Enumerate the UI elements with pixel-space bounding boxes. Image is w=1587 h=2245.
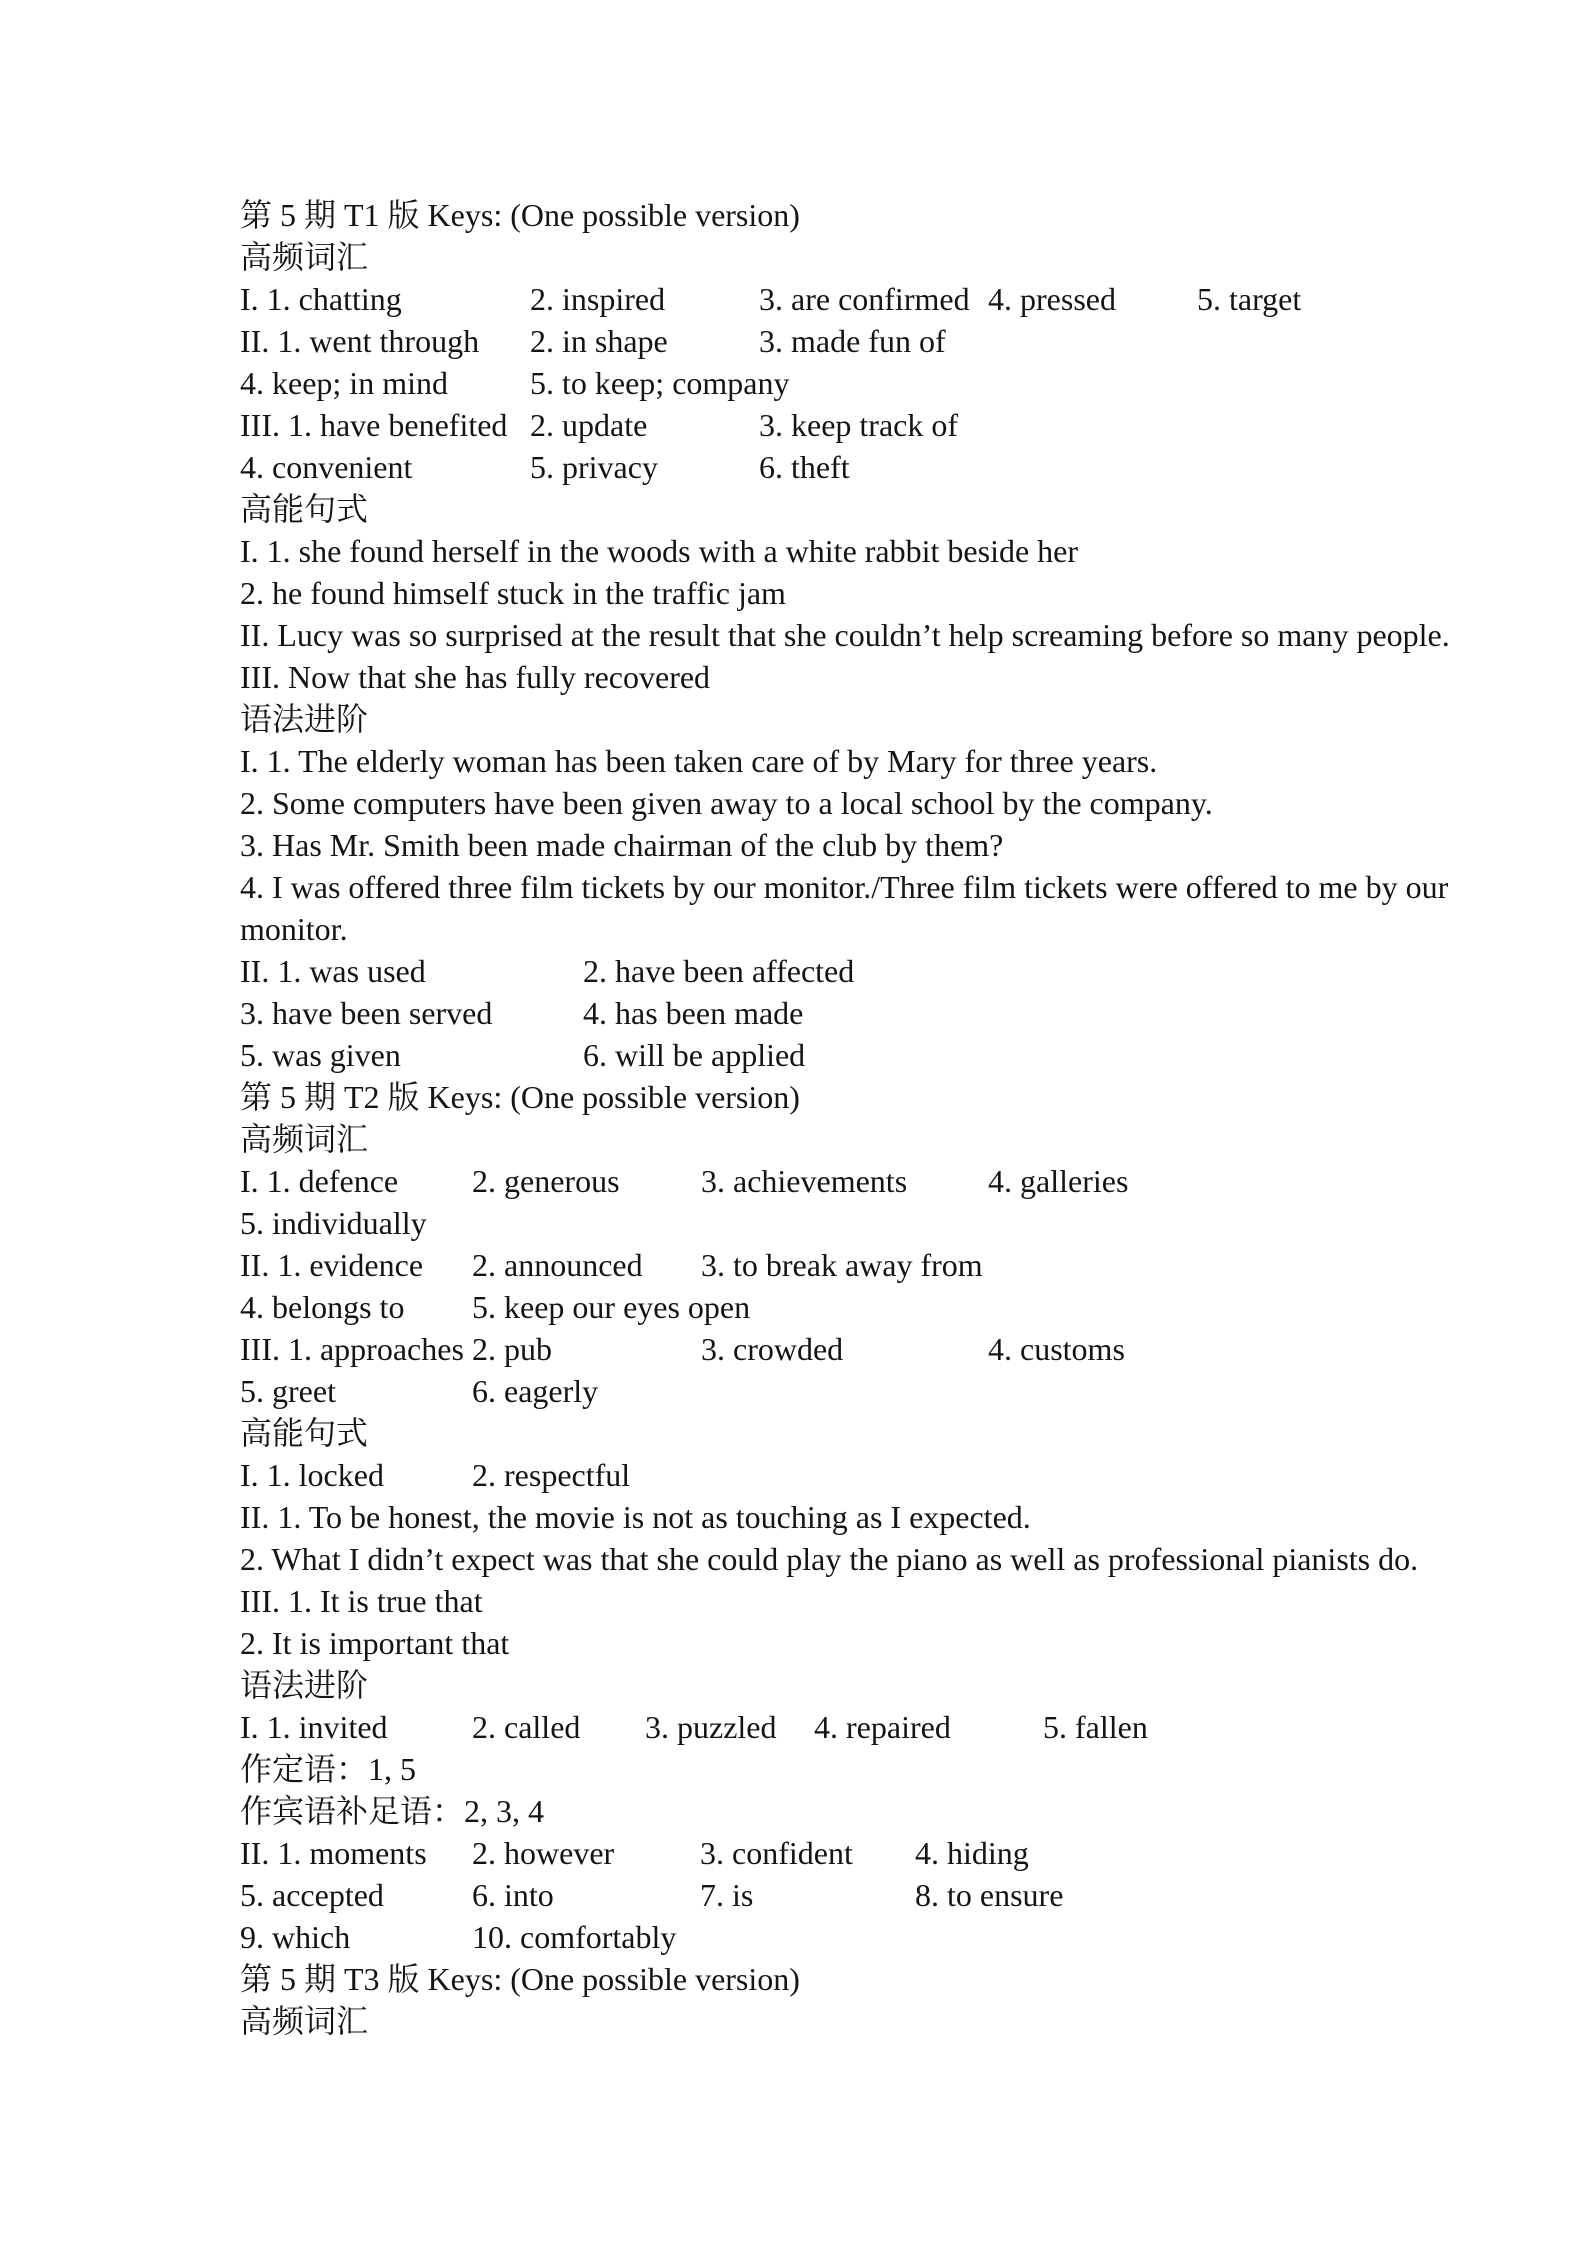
text-run: monitor. [240, 911, 348, 947]
text-run: 2. It is important that [240, 1625, 510, 1661]
text-run: 高能句式 [240, 491, 369, 527]
text-run: 作宾语补足语：2, 3, 4 [240, 1793, 545, 1829]
answer-item: 2. however [472, 1835, 615, 1871]
answer-item: 4. galleries [988, 1163, 1129, 1199]
answer-item: 2. called [472, 1709, 581, 1745]
answer-item: I. 1. chatting [240, 281, 402, 317]
answer-item: I. 1. invited [240, 1709, 388, 1745]
answer-item: 3. crowded [701, 1331, 844, 1367]
heading-vocab [240, 236, 1343, 278]
grammar-answers-row [240, 950, 1343, 992]
answer-item: I. 1. defence [240, 1163, 399, 1199]
heading-vocab [240, 1118, 1343, 1160]
answer-item: 2. inspired [530, 281, 666, 317]
answer-item: 2. update [530, 407, 648, 443]
heading-grammar [240, 1664, 1343, 1706]
text-run: III. Now that she has fully recovered [240, 659, 711, 695]
sentence-answer [240, 1622, 1343, 1664]
t3-keys-title [240, 1958, 1343, 2000]
text-run: I. 1. The elderly woman has been taken care of by Mary for three years. [240, 743, 1158, 779]
text-run: II. 1. To be honest, the movie is not as touching as I expected. [240, 1499, 1031, 1535]
answer-item: 5. was given [240, 1037, 401, 1073]
text-run: 5. individually [240, 1205, 427, 1241]
sentence-answer [240, 1580, 1343, 1622]
answer-item: 8. to ensure [915, 1877, 1064, 1913]
answer-item: 4. keep; in mind [240, 365, 448, 401]
vocab-answers-row [240, 320, 1343, 362]
answer-item: 6. into [472, 1877, 554, 1913]
sentence-continuation [240, 908, 1343, 950]
heading-vocab [240, 2000, 1343, 2042]
sentence-answer [240, 866, 1449, 908]
sentence-answer [240, 572, 1343, 614]
answer-item: 4. pressed [988, 281, 1116, 317]
grammar-answers-row [240, 992, 1343, 1034]
vocab-answers-row [240, 1286, 1343, 1328]
heading-sentences [240, 488, 1343, 530]
answer-item: 4. customs [988, 1331, 1125, 1367]
sentence-answer [240, 614, 1450, 656]
sentence-answer [240, 1538, 1419, 1580]
answer-item: 7. is [700, 1877, 754, 1913]
answer-item: 5. greet [240, 1373, 336, 1409]
text-run: 第 5 期 T3 版 Keys: (One possible version) [240, 1961, 800, 1997]
answer-item: 2. pub [472, 1331, 552, 1367]
answer-item: 4. hiding [915, 1835, 1029, 1871]
answer-item: 6. will be applied [583, 1037, 806, 1073]
answer-item: 5. target [1197, 281, 1302, 317]
grammar-answers-row [240, 1706, 1343, 1748]
sentence-answer [240, 530, 1343, 572]
vocab-answers-row [240, 362, 1343, 404]
answer-item: 5. fallen [1043, 1709, 1148, 1745]
answer-item: 2. generous [472, 1163, 620, 1199]
answer-item: 5. to keep; company [530, 365, 790, 401]
document-page [240, 194, 1450, 2042]
answer-item: 3. have been served [240, 995, 493, 1031]
vocab-answers-row [240, 1244, 1343, 1286]
vocab-answers-row [240, 404, 1343, 446]
answer-item: 3. keep track of [759, 407, 959, 443]
text-run: II. Lucy was so surprised at the result that she couldn’t help screaming before so many people. [240, 617, 1450, 653]
answer-item: 3. are confirmed [759, 281, 970, 317]
text-run: 2. Some computers have been given away to a local school by the company. [240, 785, 1213, 821]
vocab-answers-row [240, 1202, 1343, 1244]
text-run: 高频词汇 [240, 2003, 369, 2039]
sentence-answer [240, 824, 1343, 866]
text-run: 高能句式 [240, 1415, 369, 1451]
grammar-note [240, 1790, 1343, 1832]
vocab-answers-row [240, 278, 1343, 320]
text-run: 2. he found himself stuck in the traffic jam [240, 575, 786, 611]
sentence-answer [240, 782, 1343, 824]
answer-item: 9. which [240, 1919, 351, 1955]
text-run: 语法进阶 [240, 701, 369, 737]
answer-item: 4. belongs to [240, 1289, 405, 1325]
text-run: I. 1. she found herself in the woods with a white rabbit beside her [240, 533, 1079, 569]
answer-item: III. 1. approaches [240, 1331, 464, 1367]
answer-item: 10. comfortably [472, 1919, 677, 1955]
answer-item: 5. privacy [530, 449, 658, 485]
grammar-answers-row [240, 1832, 1343, 1874]
heading-grammar [240, 698, 1343, 740]
vocab-answers-row [240, 1328, 1343, 1370]
answer-item: 2. in shape [530, 323, 668, 359]
answer-item: 6. eagerly [472, 1373, 599, 1409]
answer-item: 4. convenient [240, 449, 413, 485]
vocab-answers-row [240, 446, 1343, 488]
answer-item: 3. made fun of [759, 323, 946, 359]
answer-item: 2. announced [472, 1247, 643, 1283]
text-run: 第 5 期 T1 版 Keys: (One possible version) [240, 197, 800, 233]
answer-item: 3. achievements [701, 1163, 908, 1199]
vocab-answers-row [240, 1160, 1343, 1202]
answer-item: 6. theft [759, 449, 850, 485]
answer-item: 2. respectful [472, 1457, 631, 1493]
text-run: 高频词汇 [240, 1121, 369, 1157]
text-run: III. 1. It is true that [240, 1583, 483, 1619]
answer-item: 4. repaired [814, 1709, 951, 1745]
text-run: 语法进阶 [240, 1667, 369, 1703]
t1-keys-title [240, 194, 1343, 236]
grammar-answers-row [240, 1034, 1343, 1076]
text-run: 3. Has Mr. Smith been made chairman of the club by them? [240, 827, 1004, 863]
grammar-answers-row [240, 1874, 1343, 1916]
answer-item: 5. keep our eyes open [472, 1289, 751, 1325]
vocab-answers-row [240, 1370, 1343, 1412]
answer-item: 4. has been made [583, 995, 804, 1031]
answer-item: II. 1. evidence [240, 1247, 424, 1283]
answer-item: 3. puzzled [645, 1709, 777, 1745]
grammar-answers-row [240, 1916, 1343, 1958]
sentence-answers-row [240, 1454, 1343, 1496]
answer-item: 3. confident [700, 1835, 853, 1871]
text-run: 高频词汇 [240, 239, 369, 275]
text-run: 作定语：1, 5 [240, 1751, 417, 1787]
answer-item: I. 1. locked [240, 1457, 384, 1493]
t2-keys-title [240, 1076, 1343, 1118]
text-run: 第 5 期 T2 版 Keys: (One possible version) [240, 1079, 800, 1115]
text-run: 2. What I didn’t expect was that she could play the piano as well as professional pianists do. [240, 1541, 1419, 1577]
answer-item: II. 1. went through [240, 323, 480, 359]
answer-item: II. 1. was used [240, 953, 426, 989]
grammar-note [240, 1748, 1343, 1790]
answer-item: 2. have been affected [583, 953, 855, 989]
text-run: 4. I was offered three film tickets by our monitor./Three film tickets were offered to me by our [240, 869, 1449, 905]
sentence-answer [240, 740, 1343, 782]
answer-item: 5. accepted [240, 1877, 384, 1913]
sentence-answer [240, 1496, 1343, 1538]
sentence-answer [240, 656, 1343, 698]
answer-item: 3. to break away from [701, 1247, 983, 1283]
answer-item: II. 1. moments [240, 1835, 427, 1871]
answer-item: III. 1. have benefited [240, 407, 508, 443]
heading-sentences [240, 1412, 1343, 1454]
